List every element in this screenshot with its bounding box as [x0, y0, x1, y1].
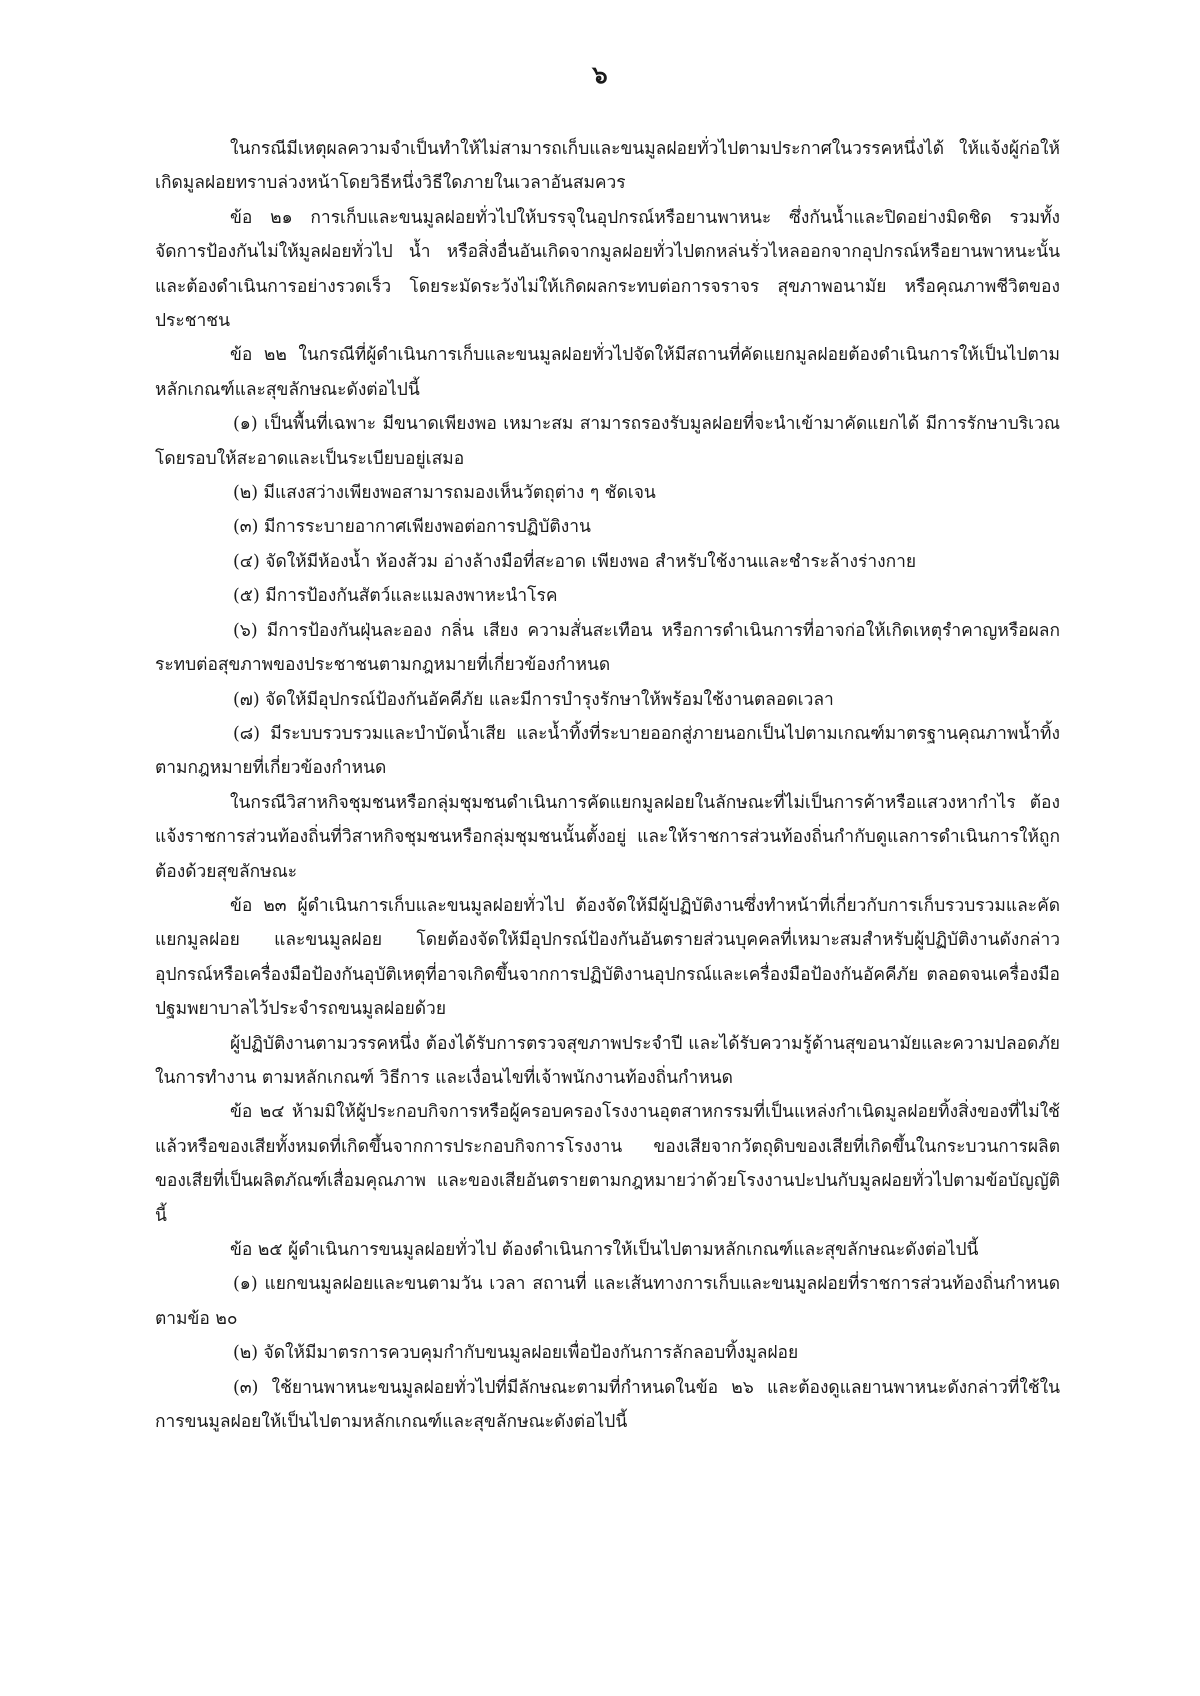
paragraph-clause-22: ข้อ ๒๒ ในกรณีที่ผู้ดำเนินการเก็บและขนมูลฝอยทั่วไปจัดให้มีสถานที่คัดแยกมูลฝอยต้องดำเนินการให้เป็นไปตามหลักเกณฑ์และสุขลักษณะดังต่อไปนี้ — [155, 345, 1060, 400]
list-item-22-5: (๕) มีการป้องกันสัตว์และแมลงพาหะนำโรค — [233, 586, 558, 607]
list-item-25-2: (๒) จัดให้มีมาตรการควบคุมกำกับขนมูลฝอยเพื่อป้องกันการลักลอบทิ้งมูลฝอย — [233, 1343, 799, 1364]
paragraph-community-enterprise: ในกรณีวิสาหกิจชุมชนหรือกลุ่มชุมชนดำเนินการคัดแยกมูลฝอยในลักษณะที่ไม่เป็นการค้าหรือแสวงหากำไร ต้องแจ้งราชการส่วนท้องถิ่นที่วิสาหกิจชุมชนหรือกลุ่มชุมชนนั้นตั้งอยู่ และให้ราชการส่วนท้องถิ่นกำกับดูแลการดำเนินการให้ถูกต้องด้วยสุขลักษณะ — [155, 792, 1060, 882]
paragraph-clause-23: ข้อ ๒๓ ผู้ดำเนินการเก็บและขนมูลฝอยทั่วไป ต้องจัดให้มีผู้ปฏิบัติงานซึ่งทำหน้าที่เกี่ยวกับการเก็บรวบรวมและคัดแยกมูลฝอย และขนมูลฝอย โดยต้องจัดให้มีอุปกรณ์ป้องกันอันตรายส่วนบุคคลที่เหมาะสมสำหรับผู้ปฏิบัติงานดังกล่าว อุปกรณ์หรือเครื่องมือป้องกันอุบัติเหตุที่อาจเกิดขึ้นจากการปฏิบัติงานอุปกรณ์และเครื่องมือป้องกันอัคคีภัย ตลอดจนเครื่องมือปฐมพยาบาลไว้ประจำรถขนมูลฝอยด้วย — [155, 895, 1060, 1020]
list-item-25-1: (๑) แยกขนมูลฝอยและขนตามวัน เวลา สถานที่ และเส้นทางการเก็บและขนมูลฝอยที่ราชการส่วนท้องถิ่นกำหนดตามข้อ ๒๐ — [155, 1274, 1060, 1329]
list-item-22-6: (๖) มีการป้องกันฝุ่นละออง กลิ่น เสียง ความสั่นสะเทือน หรือการดำเนินการที่อาจก่อให้เกิดเหตุรำคาญหรือผลกระทบต่อสุขภาพของประชาชนตามกฎหมายที่เกี่ยวข้องกำหนด — [155, 620, 1060, 676]
paragraph-clause-21: ข้อ ๒๑ การเก็บและขนมูลฝอยทั่วไปให้บรรจุในอุปกรณ์หรือยานพาหนะ ซึ่งกันน้ำและปิดอย่างมิดชิด รวมทั้งจัดการป้องกันไม่ให้มูลฝอยทั่วไป น้ำ หรือสิ่งอื่นอันเกิดจากมูลฝอยทั่วไปตกหล่นรั่วไหลออกจากอุปกรณ์หรือยานพาหนะนั้น และต้องดำเนินการอย่างรวดเร็ว โดยระมัดระวังไม่ให้เกิดผลกระทบต่อการจราจร สุขภาพอนามัย หรือคุณภาพชีวิตของประชาชน — [155, 207, 1060, 332]
list-item-22-7: (๗) จัดให้มีอุปกรณ์ป้องกันอัคคีภัย และมีการบำรุงรักษาให้พร้อมใช้งานตลอดเวลา — [233, 689, 834, 710]
paragraph-emergency-notice: ในกรณีมีเหตุผลความจำเป็นทำให้ไม่สามารถเก็บและขนมูลฝอยทั่วไปตามประกาศในวรรคหนึ่งได้ ให้แจ้งผู้ก่อให้เกิดมูลฝอยทราบล่วงหน้าโดยวิธีหนึ่งวิธีใดภายในเวลาอันสมควร — [155, 139, 1060, 194]
page-number: ๖ — [592, 60, 608, 89]
list-item-22-8: (๘) มีระบบรวบรวมและบำบัดน้ำเสีย และน้ำทิ้งที่ระบายออกสู่ภายนอกเป็นไปตามเกณฑ์มาตรฐานคุณภาพน้ำทิ้งตามกฎหมายที่เกี่ยวข้องกำหนด — [155, 723, 1060, 779]
list-item-22-4: (๔) จัดให้มีห้องน้ำ ห้องส้วม อ่างล้างมือที่สะอาด เพียงพอ สำหรับใช้งานและชำระล้างร่างกาย — [233, 551, 917, 572]
document-body — [155, 132, 1060, 1439]
paragraph-clause-25: ข้อ ๒๕ ผู้ดำเนินการขนมูลฝอยทั่วไป ต้องดำเนินการให้เป็นไปตามหลักเกณฑ์และสุขลักษณะดังต่อไปนี้ — [230, 1240, 979, 1260]
list-item-22-3: (๓) มีการระบายอากาศเพียงพอต่อการปฏิบัติงาน — [233, 517, 591, 538]
list-item-22-2: (๒) มีแสงสว่างเพียงพอสามารถมองเห็นวัตถุต่าง ๆ ชัดเจน — [233, 483, 656, 504]
list-item-25-3: (๓) ใช้ยานพาหนะขนมูลฝอยทั่วไปที่มีลักษณะตามที่กำหนดในข้อ ๒๖ และต้องดูแลยานพาหนะดังกล่าวที่ใช้ในการขนมูลฝอยให้เป็นไปตามหลักเกณฑ์และสุขลักษณะดังต่อไปนี้ — [155, 1377, 1060, 1433]
paragraph-worker-health: ผู้ปฏิบัติงานตามวรรคหนึ่ง ต้องได้รับการตรวจสุขภาพประจำปี และได้รับความรู้ด้านสุขอนามัยและความปลอดภัยในการทำงาน ตามหลักเกณฑ์ วิธีการ และเงื่อนไขที่เจ้าพนักงานท้องถิ่นกำหนด — [155, 1033, 1060, 1088]
list-item-22-1: (๑) เป็นพื้นที่เฉพาะ มีขนาดเพียงพอ เหมาะสม สามารถรองรับมูลฝอยที่จะนำเข้ามาคัดแยกได้ มีการรักษาบริเวณโดยรอบให้สะอาดและเป็นระเบียบอยู่เสมอ — [155, 414, 1060, 469]
paragraph-clause-24: ข้อ ๒๔ ห้ามมิให้ผู้ประกอบกิจการหรือผู้ครอบครองโรงงานอุตสาหกรรมที่เป็นแหล่งกำเนิดมูลฝอยทิ้งสิ่งของที่ไม่ใช้แล้วหรือของเสียทั้งหมดที่เกิดขึ้นจากการประกอบกิจการโรงงาน ของเสียจากวัตถุดิบของเสียที่เกิดขึ้นในกระบวนการผลิต ของเสียที่เป็นผลิตภัณฑ์เสื่อมคุณภาพ และของเสียอันตรายตามกฎหมายว่าด้วยโรงงานปะปนกับมูลฝอยทั่วไปตามข้อบัญญัตินี้ — [155, 1102, 1060, 1226]
